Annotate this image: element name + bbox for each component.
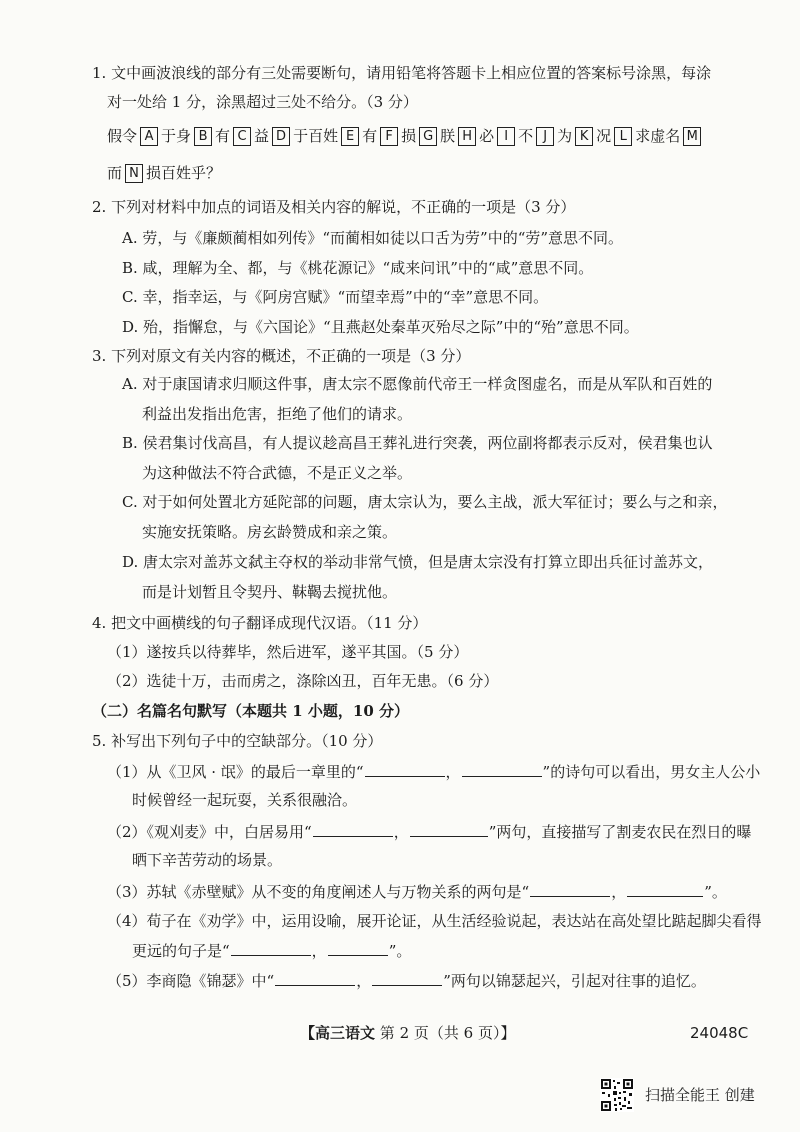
q5-item-4-text-b: 更远的句子是“ bbox=[132, 942, 230, 960]
q1-answer-box-i[interactable]: I bbox=[497, 127, 515, 146]
q1-segment: 损 bbox=[401, 127, 417, 145]
q5-item-4-text-c: ， bbox=[311, 942, 327, 960]
q5-item-3-blank-1[interactable] bbox=[530, 880, 610, 897]
footer-page-number: 第 2 页（共 6 页）】 bbox=[379, 1024, 516, 1042]
q1-answer-box-b[interactable]: B bbox=[194, 127, 212, 146]
q5-stem: 5. 补写出下列句子中的空缺部分。（10 分） bbox=[92, 732, 383, 750]
q1-answer-box-g[interactable]: G bbox=[419, 127, 437, 146]
q5-item-3 bbox=[107, 880, 727, 903]
q4-item-1: （1）遂按兵以待葬毕，然后进军，遂平其国。（5 分） bbox=[107, 643, 469, 661]
q1-segment: 必 bbox=[479, 127, 495, 145]
q5-item-3-text-a: （3）苏轼《赤壁赋》从不变的角度阐述人与万物关系的两句是“ bbox=[107, 883, 530, 901]
q5-item-2-text-a: （2）《观刈麦》中，白居易用“ bbox=[107, 823, 312, 841]
q1-segment: 假令 bbox=[107, 127, 138, 145]
q5-item-4-line2 bbox=[132, 939, 411, 962]
q3-option-a-line1: A. 对于康国请求归顺这件事，唐太宗不愿像前代帝王一样贪图虚名，而是从军队和百姓的 bbox=[122, 375, 713, 393]
q1-answer-box-f[interactable]: F bbox=[380, 127, 398, 146]
q5-item-2-text-c: ”两句，直接描写了割麦农民在烈日的曝 bbox=[488, 823, 752, 841]
q5-item-4-blank-2[interactable] bbox=[328, 939, 388, 956]
q5-item-1-blank-2[interactable] bbox=[462, 760, 542, 777]
q1-segment: 损百姓乎？ bbox=[146, 164, 222, 182]
q1-segment: 况 bbox=[596, 127, 612, 145]
section-2-title: （二）名篇名句默写（本题共 1 小题，10 分） bbox=[92, 702, 409, 720]
q5-item-1-blank-1[interactable] bbox=[365, 760, 445, 777]
q1-segment: 朕 bbox=[440, 127, 456, 145]
q5-item-2-line1 bbox=[107, 820, 751, 843]
footer-exam-code: 24048C bbox=[690, 1024, 749, 1042]
q3-option-c-line2: 实施安抚策略。房玄龄赞成和亲之策。 bbox=[142, 523, 398, 541]
q1-segment: 不 bbox=[518, 127, 534, 145]
q1-stem-line2: 对一处给 1 分，涂黑超过三处不给分。（3 分） bbox=[107, 93, 418, 111]
q1-sentence-row1 bbox=[107, 125, 704, 147]
q5-item-5-text-b: ， bbox=[356, 972, 372, 990]
q5-item-4-blank-1[interactable] bbox=[231, 939, 311, 956]
q1-answer-box-e[interactable]: E bbox=[341, 127, 359, 146]
q5-item-1-line1 bbox=[107, 760, 760, 783]
q4-item-2: （2）选徒十万，击而虏之，涤除凶丑，百年无患。（6 分） bbox=[107, 672, 499, 690]
q4-stem: 4. 把文中画横线的句子翻译成现代汉语。（11 分） bbox=[92, 614, 428, 632]
q1-segment: 于身 bbox=[161, 127, 192, 145]
q5-item-5-blank-1[interactable] bbox=[275, 969, 355, 986]
q1-answer-box-a[interactable]: A bbox=[140, 127, 158, 146]
q1-answer-box-l[interactable]: L bbox=[614, 127, 632, 146]
q5-item-2-line2: 晒下辛苦劳动的场景。 bbox=[132, 851, 283, 869]
q5-item-5 bbox=[107, 969, 706, 992]
q1-segment: 而 bbox=[107, 164, 123, 182]
q3-option-b-line1: B. 侯君集讨伐高昌，有人提议趁高昌王葬礼进行突袭，两位副将都表示反对，侯君集也认 bbox=[122, 434, 713, 452]
q5-item-1-line2: 时候曾经一起玩耍，关系很融洽。 bbox=[132, 791, 358, 809]
q1-segment: 有 bbox=[215, 127, 231, 145]
q1-sentence-row2 bbox=[107, 162, 221, 184]
q5-item-4-line1: （4）荀子在《劝学》中，运用设喻，展开论证，从生活经验说起，表达站在高处望比踮起脚尖看得 bbox=[107, 912, 762, 930]
q3-option-d-line2: 而是计划暂且令契丹、靺鞨去搅扰他。 bbox=[142, 583, 398, 601]
q5-item-5-blank-2[interactable] bbox=[372, 969, 442, 986]
q5-item-3-text-c: ”。 bbox=[704, 883, 727, 901]
q1-segment: 于百姓 bbox=[293, 127, 339, 145]
q1-answer-box-d[interactable]: D bbox=[272, 127, 290, 146]
q5-item-2-blank-2[interactable] bbox=[410, 820, 488, 837]
q3-option-d-line1: D. 唐太宗对盖苏文弑主夺权的举动非常气愤，但是唐太宗没有打算立即出兵征讨盖苏文， bbox=[122, 553, 714, 571]
q2-option-c: C. 幸，指幸运，与《阿房宫赋》“而望幸焉”中的“幸”意思不同。 bbox=[122, 288, 549, 306]
q5-item-1-text-c: ”的诗句可以看出，男女主人公小 bbox=[542, 763, 761, 781]
q1-stem-line1: 1. 文中画波浪线的部分有三处需要断句，请用铅笔将答题卡上相应位置的答案标号涂黑，每涂 bbox=[92, 64, 712, 82]
q2-option-b: B. 咸，理解为全、都，与《桃花源记》“咸来问讯”中的“咸”意思不同。 bbox=[122, 259, 594, 277]
q5-item-1-text-b: ， bbox=[445, 763, 461, 781]
q1-answer-box-n[interactable]: N bbox=[125, 164, 143, 183]
q3-stem: 3. 下列对原文有关内容的概述，不正确的一项是（3 分） bbox=[92, 347, 471, 365]
q5-item-2-blank-1[interactable] bbox=[313, 820, 393, 837]
q1-segment: 求虚名 bbox=[635, 127, 681, 145]
q5-item-5-text-a: （5）李商隐《锦瑟》中“ bbox=[107, 972, 275, 990]
q3-option-b-line2: 为这种做法不符合武德，不是正义之举。 bbox=[142, 464, 413, 482]
q5-item-4-text-d: ”。 bbox=[388, 942, 412, 960]
q5-item-3-blank-2[interactable] bbox=[627, 880, 703, 897]
q5-item-5-text-c: ”两句以锦瑟起兴，引起对往事的追忆。 bbox=[443, 972, 706, 990]
q1-answer-box-c[interactable]: C bbox=[233, 127, 251, 146]
scanner-watermark-label: 扫描全能王 创建 bbox=[645, 1086, 755, 1104]
q2-option-a: A. 劳，与《廉颇蔺相如列传》“而蔺相如徒以口舌为劳”中的“劳”意思不同。 bbox=[122, 229, 624, 247]
q1-answer-box-m[interactable]: M bbox=[683, 127, 701, 146]
q5-item-1-text-a: （1）从《卫风 · 氓》的最后一章里的“ bbox=[107, 763, 364, 781]
q1-segment: 有 bbox=[362, 127, 378, 145]
qr-code-icon bbox=[600, 1078, 634, 1112]
footer-subject: 【高三语文 bbox=[300, 1024, 376, 1042]
q1-answer-box-j[interactable]: J bbox=[536, 127, 554, 146]
q3-option-c-line1: C. 对于如何处置北方延陀部的问题，唐太宗认为，要么主战，派大军征讨；要么与之和亲， bbox=[122, 493, 728, 511]
q1-segment: 益 bbox=[254, 127, 270, 145]
q2-option-d: D. 殆，指懈怠，与《六国论》“且燕赵处秦革灭殆尽之际”中的“殆”意思不同。 bbox=[122, 318, 639, 336]
q3-option-a-line2: 利益出发指出危害，拒绝了他们的请求。 bbox=[142, 405, 413, 423]
q1-answer-box-k[interactable]: K bbox=[575, 127, 593, 146]
page-footer bbox=[300, 1022, 515, 1044]
q2-stem: 2. 下列对材料中加点的词语及相关内容的解说，不正确的一项是（3 分） bbox=[92, 198, 576, 216]
q1-segment: 为 bbox=[557, 127, 573, 145]
q5-item-2-text-b: ， bbox=[393, 823, 409, 841]
q5-item-3-text-b: ， bbox=[611, 883, 627, 901]
q1-answer-box-h[interactable]: H bbox=[458, 127, 476, 146]
